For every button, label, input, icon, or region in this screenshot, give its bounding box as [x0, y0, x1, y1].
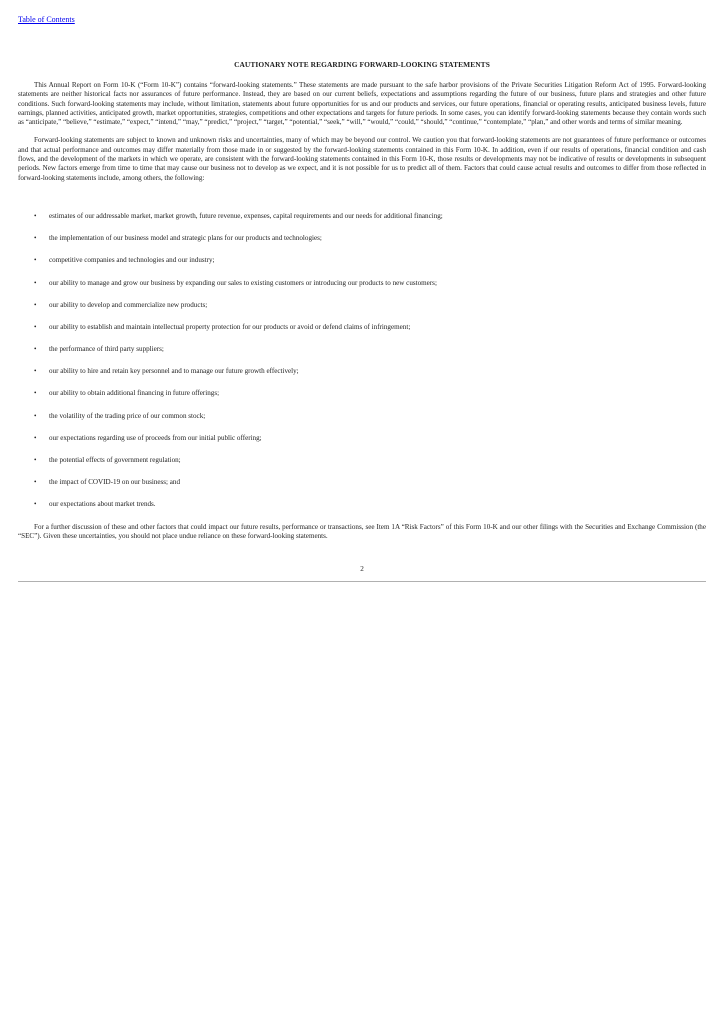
list-item-text: the volatility of the trading price of our common stock;	[49, 411, 206, 420]
list-item-text: our expectations regarding use of proceeds from our initial public offering;	[49, 433, 262, 442]
bullet-icon: •	[34, 478, 37, 487]
bullet-icon: •	[34, 345, 37, 354]
list-item-text: our ability to manage and grow our business by expanding our sales to existing customers or introducing our products to new customers;	[49, 278, 437, 287]
intro-paragraph: This Annual Report on Form 10-K (“Form 10-K”) contains “forward-looking statements.” These statements are made pursuant to the safe harbor provisions of the Private Securities Litigation Reform Act of 1995. Forward-looking statements are neither historical facts nor assurances of future performance. Instead, they are based on our current beliefs, expectations and assumptions regarding the future of our business, future plans and strategies and other future conditions. Such forward-looking statements may include, without limitation, statements about future opportunities for us and our products and services, our future operations, financial or operating results, anticipated business levels, future earnings, planned activities, anticipated growth, market opportunities, strategies, competitions and other expectations and targets for future periods. In some cases, you can identify forward-looking statements because they contain words such as “anticipate,” “believe,” “estimate,” “expect,” “intend,” “may,” “predict,” “project,” “target,” “potential,” “seek,” “will,” “would,” “could,” “should,” “continue,” “contemplate,” “plan,” and other words and terms of similar meaning.	[18, 81, 706, 127]
list-item-text: competitive companies and technologies and our industry;	[49, 256, 215, 265]
bullet-icon: •	[34, 411, 37, 420]
list-item-text: the implementation of our business model and strategic plans for our products and technologies;	[49, 234, 322, 243]
list-item-text: the performance of third party suppliers;	[49, 345, 164, 354]
list-item-text: our expectations about market trends.	[49, 500, 156, 509]
list-item	[18, 412, 706, 421]
list-item	[18, 500, 706, 509]
section-title: CAUTIONARY NOTE REGARDING FORWARD-LOOKING STATEMENTS	[234, 60, 490, 69]
bullet-icon: •	[34, 500, 37, 509]
bullet-icon: •	[34, 234, 37, 243]
list-item-text: our ability to develop and commercialize new products;	[49, 300, 208, 309]
document-page	[18, 9, 706, 582]
list-item-text: our ability to hire and retain key personnel and to manage our future growth effectively;	[49, 367, 299, 376]
list-item	[18, 367, 706, 376]
list-item	[18, 256, 706, 265]
list-item	[18, 456, 706, 465]
bullet-icon: •	[34, 322, 37, 331]
table-of-contents-link[interactable]: Table of Contents	[18, 15, 75, 24]
bullet-icon: •	[34, 456, 37, 465]
risk-paragraph: Forward-looking statements are subject to known and unknown risks and uncertainties, many of which may be beyond our control. We caution you that forward-looking statements are not guarantees of future performance or outcomes and that actual performance and outcomes may differ materially from those made in or suggested by the forward-looking statements contained in this Form 10-K. In addition, even if our results of operations, financial condition and cash flows, and the development of the markets in which we operate, are consistent with the forward-looking statements contained in this Form 10-K, those results or developments may not be indicative of results or developments in subsequent periods. New factors emerge from time to time that may cause our business not to develop as we expect, and it is not possible for us to predict all of them. Factors that could cause actual results and outcomes to differ from those reflected in forward-looking statements include, among others, the following:	[18, 136, 706, 182]
list-item	[18, 434, 706, 443]
list-item	[18, 345, 706, 354]
list-item	[18, 478, 706, 487]
list-item-text: the potential effects of government regulation;	[49, 456, 181, 465]
bullet-icon: •	[34, 367, 37, 376]
page-divider	[18, 581, 706, 582]
list-item	[18, 323, 706, 332]
risk-factor-list	[18, 212, 706, 509]
list-item	[18, 212, 706, 221]
list-item	[18, 234, 706, 243]
closing-paragraph: For a further discussion of these and other factors that could impact our future results, performance or transactions, see Item 1A “Risk Factors” of this Form 10-K and our other filings with the Securities and Exchange Commission (the “SEC”). Given these uncertainties, you should not place undue reliance on these forward-looking statements.	[18, 522, 706, 540]
bullet-icon: •	[34, 433, 37, 442]
list-item	[18, 279, 706, 288]
list-item-text: our ability to obtain additional financing in future offerings;	[49, 389, 220, 398]
bullet-icon: •	[34, 211, 37, 220]
list-item-text: our ability to establish and maintain intellectual property protection for our products or avoid or defend claims of infringement;	[49, 322, 411, 331]
bullet-icon: •	[34, 389, 37, 398]
list-item-text: the impact of COVID-19 on our business; and	[49, 478, 181, 487]
bullet-icon: •	[34, 278, 37, 287]
list-item-text: estimates of our addressable market, market growth, future revenue, expenses, capital requirements and our needs for additional financing;	[49, 211, 443, 220]
bullet-icon: •	[34, 300, 37, 309]
list-item	[18, 389, 706, 398]
bullet-icon: •	[34, 256, 37, 265]
list-item	[18, 301, 706, 310]
page-number: 2	[360, 565, 364, 574]
